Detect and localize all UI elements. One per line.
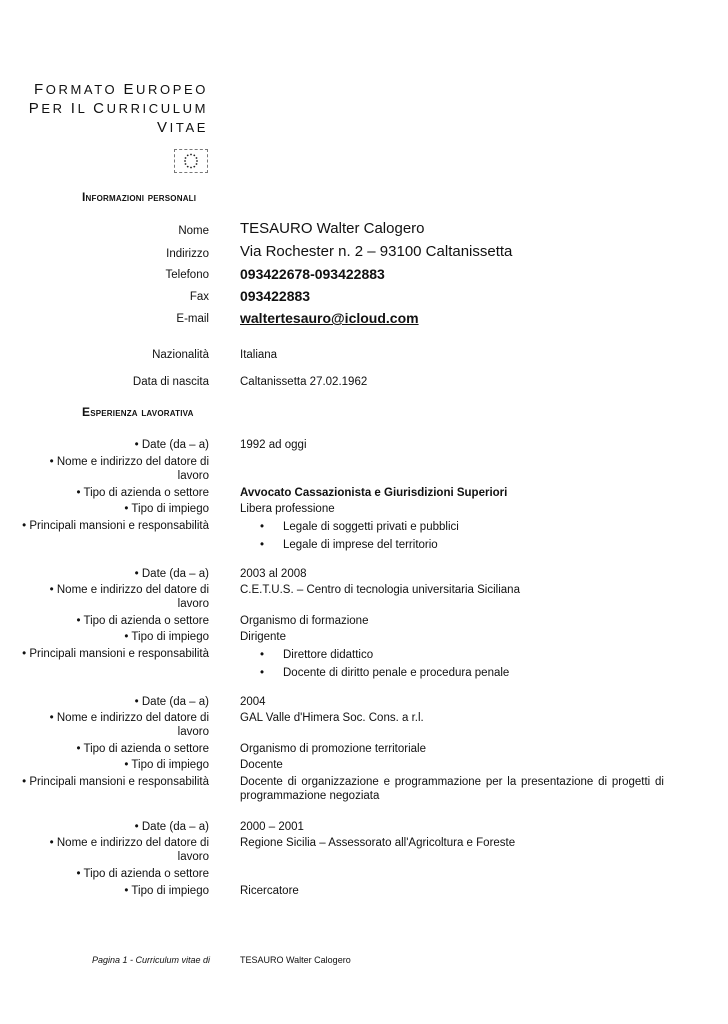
label-job: • Tipo di impiego xyxy=(124,503,209,515)
label-employer: • Nome e indirizzo del datore di lavoro xyxy=(49,456,209,482)
label-duties: • Principali mansioni e responsabilità xyxy=(22,776,209,788)
duty-item: Legale di imprese del territorio xyxy=(283,539,438,551)
value-sector: Organismo di promozione territoriale xyxy=(240,743,426,755)
label-job: • Tipo di impiego xyxy=(124,885,209,897)
cv-title-line-1: FORMATO EUROPEO xyxy=(34,81,208,98)
value-job: Docente xyxy=(240,759,283,771)
value-job: Dirigente xyxy=(240,631,287,643)
value-birth: Caltanissetta 27.02.1962 xyxy=(240,376,368,388)
label-duties: • Principali mansioni e responsabilità xyxy=(22,648,209,660)
value-duties: Docente di organizzazione e programmazione per la presentazione di progetti di programmazione negoziata xyxy=(240,776,664,802)
value-job: Ricercatore xyxy=(240,885,299,897)
label-sector: • Tipo di azienda o settore xyxy=(76,868,209,880)
label-nationality: Nazionalità xyxy=(152,349,209,361)
eu-flag-icon xyxy=(174,149,208,173)
label-sector: • Tipo di azienda o settore xyxy=(76,487,209,499)
value-employer: GAL Valle d'Himera Soc. Cons. a r.l. xyxy=(240,712,424,724)
label-sector: • Tipo di azienda o settore xyxy=(76,743,209,755)
label-sector: • Tipo di azienda o settore xyxy=(76,615,209,627)
value-phone: 093422678-093422883 xyxy=(240,266,385,282)
cv-title-line-2: PER IL CURRICULUM xyxy=(28,100,208,117)
cv-title-line-3: VITAE xyxy=(157,119,208,136)
section-heading-experience: Esperienza lavorativa xyxy=(82,405,194,419)
value-job: Libera professione xyxy=(240,503,335,515)
value-fax: 093422883 xyxy=(240,288,311,304)
label-name: Nome xyxy=(178,225,209,237)
duty-item: Legale di soggetti privati e pubblici xyxy=(283,521,459,533)
label-dates: • Date (da – a) xyxy=(134,821,209,833)
label-email: E-mail xyxy=(176,313,209,325)
footer-page-label: Pagina 1 - Curriculum vitae di xyxy=(91,955,210,965)
footer-name: TESAURO Walter Calogero xyxy=(240,955,351,965)
label-dates: • Date (da – a) xyxy=(134,696,209,708)
label-employer: • Nome e indirizzo del datore di lavoro xyxy=(49,584,209,610)
value-employer: Regione Sicilia – Assessorato all'Agricoltura e Foreste xyxy=(240,837,516,849)
value-dates: 2004 xyxy=(240,696,266,708)
value-dates: 1992 ad oggi xyxy=(240,439,307,451)
value-email-link[interactable]: waltertesauro@icloud.com xyxy=(240,310,419,326)
label-employer: • Nome e indirizzo del datore di lavoro xyxy=(49,712,209,738)
label-address: Indirizzo xyxy=(166,248,209,260)
value-employer: C.E.T.U.S. – Centro di tecnologia universitaria Siciliana xyxy=(240,584,520,596)
value-sector: Avvocato Cassazionista e Giurisdizioni Superiori xyxy=(240,487,508,499)
value-dates: 2003 al 2008 xyxy=(240,568,307,580)
label-fax: Fax xyxy=(189,291,209,303)
duty-item: Direttore didattico xyxy=(283,649,374,661)
section-heading-personal: Informazioni personali xyxy=(82,190,197,204)
value-sector: Organismo di formazione xyxy=(240,615,369,627)
value-dates: 2000 – 2001 xyxy=(240,821,304,833)
label-job: • Tipo di impiego xyxy=(124,759,209,771)
label-duties: • Principali mansioni e responsabilità xyxy=(22,520,209,532)
bullet-icon: • xyxy=(260,521,265,533)
label-dates: • Date (da – a) xyxy=(134,568,209,580)
bullet-icon: • xyxy=(260,649,265,661)
label-dates: • Date (da – a) xyxy=(134,439,209,451)
bullet-icon: • xyxy=(260,539,265,551)
duty-item: Docente di diritto penale e procedura penale xyxy=(283,667,510,679)
label-birth: Data di nascita xyxy=(132,376,209,388)
label-job: • Tipo di impiego xyxy=(124,631,209,643)
bullet-icon: • xyxy=(260,667,265,679)
value-address: Via Rochester n. 2 – 93100 Caltanissetta xyxy=(240,243,513,260)
value-name: TESAURO Walter Calogero xyxy=(240,220,425,237)
value-nationality: Italiana xyxy=(240,349,278,361)
label-phone: Telefono xyxy=(165,269,209,281)
label-employer: • Nome e indirizzo del datore di lavoro xyxy=(49,837,209,863)
